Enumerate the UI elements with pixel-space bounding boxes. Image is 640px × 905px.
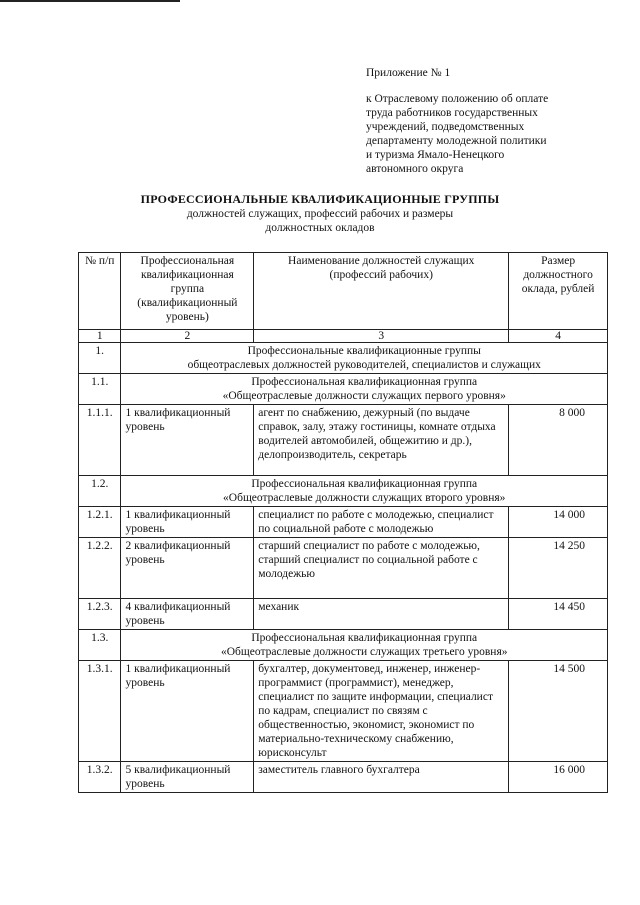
row-salary: 14 000 [509,507,608,538]
table-row [79,507,608,538]
group-title [121,630,608,661]
table-row [79,599,608,630]
row-level: 1 квалификационный уровень [121,661,254,762]
group-number: 1.1. [79,374,121,405]
title-sub-1: должностей служащих, профессий рабочих и размеры [186,208,454,220]
index-cell: 2 [121,330,254,343]
row-positions: заместитель главного бухгалтера [254,762,509,793]
header-number: № п/п [79,253,121,330]
appendix-line: к Отраслевому положению об оплате [366,93,549,105]
row-level: 5 квалификационный уровень [121,762,254,793]
group-number: 1.2. [79,476,121,507]
top-rule [0,0,180,2]
section-number: 1. [79,343,121,374]
section-row [79,343,608,374]
column-index-row [79,330,608,343]
appendix-line: автономного округа [366,163,464,175]
group-row [79,476,608,507]
title-main: ПРОФЕССИОНАЛЬНЫЕ КВАЛИФИКАЦИОННЫЕ ГРУППЫ [140,192,500,206]
row-salary: 14 500 [509,661,608,762]
appendix-number: Приложение № 1 [366,67,451,79]
row-number: 1.2.2. [79,538,121,599]
appendix-line: учреждений, подведомственных [366,121,525,133]
document-title [60,192,580,235]
header-group: Профессиональная квалификационная группа (квалификационный уровень) [121,253,254,330]
index-cell: 4 [509,330,608,343]
index-cell: 1 [79,330,121,343]
row-positions: специалист по работе с молодежью, специалист по социальной работе с молодежью [254,507,509,538]
row-number: 1.3.1. [79,661,121,762]
appendix-line: и туризма Ямало-Ненецкого [366,149,505,161]
section-title-line-1: Профессиональные квалификационные группы [247,345,481,357]
row-positions: старший специалист по работе с молодежью, старший специалист по социальной работе с молодежью [254,538,509,599]
section-title-line-2: общеотраслевых должностей руководителей, специалистов и служащих [187,359,541,371]
row-positions: механик [254,599,509,630]
row-salary: 16 000 [509,762,608,793]
appendix-block [366,66,606,176]
group-title-line-2: «Общеотраслевые должности служащих третьего уровня» [220,646,508,658]
row-level: 2 квалификационный уровень [121,538,254,599]
section-title [121,343,608,374]
group-title [121,374,608,405]
table-row [79,661,608,762]
header-salary: Размер должностного оклада, рублей [509,253,608,330]
table-header-row [79,253,608,330]
group-row [79,374,608,405]
row-number: 1.2.3. [79,599,121,630]
group-title-line-2: «Общеотраслевые должности служащих первого уровня» [222,390,506,402]
row-level: 1 квалификационный уровень [121,507,254,538]
row-level: 4 квалификационный уровень [121,599,254,630]
row-positions: бухгалтер, документовед, инженер, инженер-программист (программист), менеджер, специалист по защите информации, специалист по кадрам, специалист по связям с общественностью, экономист, экономист по материально-техническому снабжению, юрисконсульт [254,661,509,762]
appendix-line: труда работников государственных [366,107,538,119]
group-title-line-1: Профессиональная квалификационная группа [251,478,478,490]
group-title-line-2: «Общеотраслевые должности служащих второго уровня» [223,492,506,504]
row-salary: 8 000 [509,405,608,476]
group-row [79,630,608,661]
table-row [79,762,608,793]
row-number: 1.1.1. [79,405,121,476]
row-number: 1.2.1. [79,507,121,538]
row-positions: агент по снабжению, дежурный (по выдаче справок, залу, этажу гостиницы, комнате отдыха водителей автомобилей, общежитию и др.), делопроизводитель, секретарь [254,405,509,476]
header-positions: Наименование должностей служащих (профессий рабочих) [254,253,509,330]
group-title-line-1: Профессиональная квалификационная группа [251,376,478,388]
group-title-line-1: Профессиональная квалификационная группа [251,632,478,644]
group-title [121,476,608,507]
row-level: 1 квалификационный уровень [121,405,254,476]
title-sub-2: должностных окладов [265,222,375,234]
table-row [79,405,608,476]
salary-table [78,252,608,793]
row-salary: 14 250 [509,538,608,599]
table-row [79,538,608,599]
index-cell: 3 [254,330,509,343]
row-number: 1.3.2. [79,762,121,793]
appendix-line: департаменту молодежной политики [366,135,547,147]
row-salary: 14 450 [509,599,608,630]
group-number: 1.3. [79,630,121,661]
